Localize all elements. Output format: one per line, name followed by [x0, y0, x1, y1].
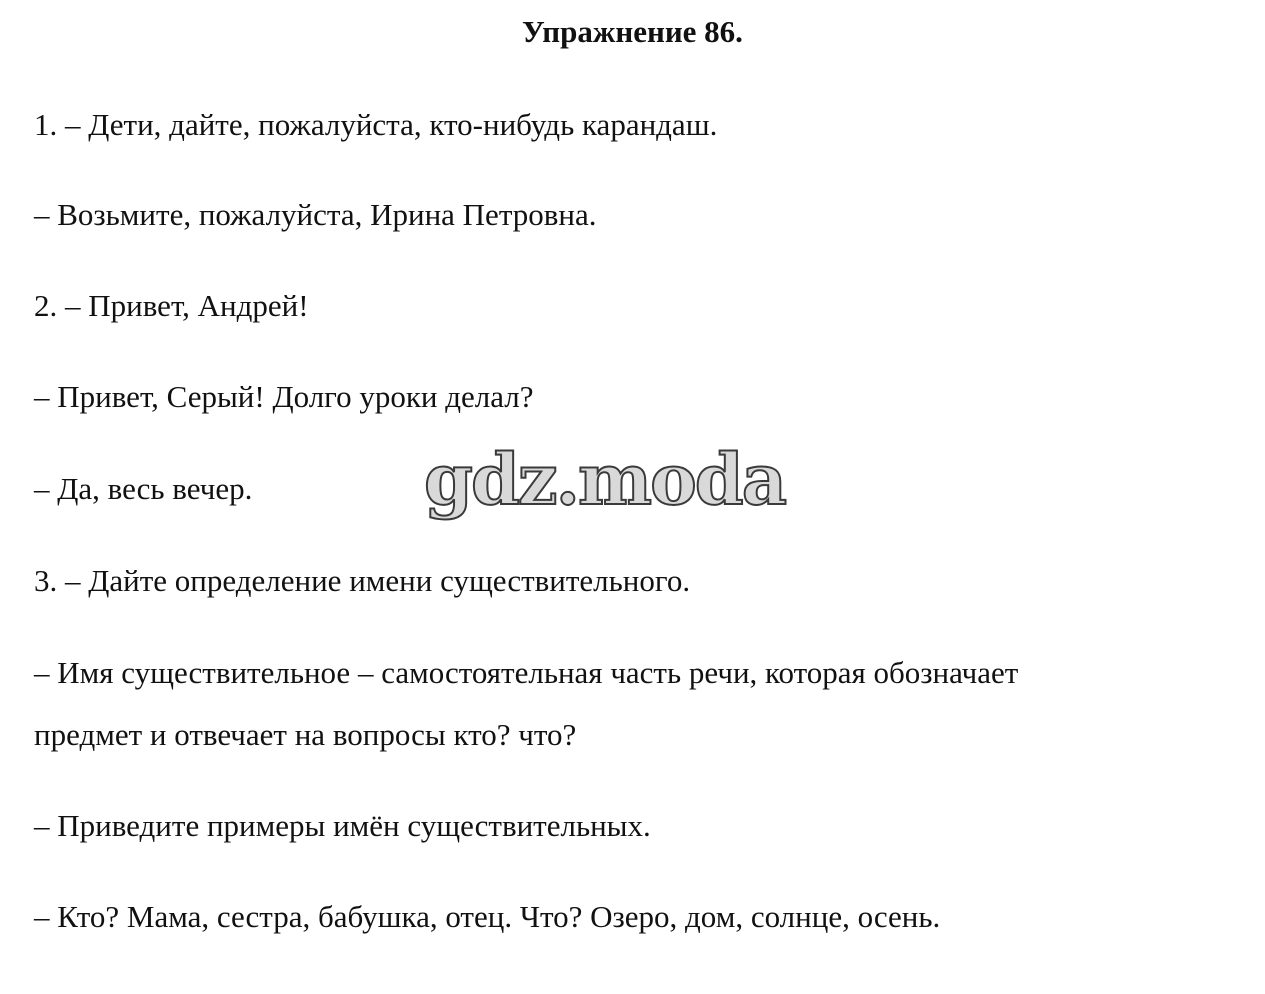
text-line: – Приведите примеры имён существительных.	[34, 808, 651, 843]
watermark-logo: gdz.moda	[424, 438, 786, 521]
text-line: – Привет, Серый! Долго уроки делал?	[34, 379, 534, 414]
text-line: 3. – Дайте определение имени существительного.	[34, 563, 691, 598]
text-line: – Возьмите, пожалуйста, Ирина Петровна.	[34, 197, 597, 232]
exercise-title: Упражнение 86.	[522, 14, 743, 49]
text-line: 1. – Дети, дайте, пожалуйста, кто-нибудь карандаш.	[34, 107, 718, 142]
text-line: – Кто? Мама, сестра, бабушка, отец. Что? Озеро, дом, солнце, осень.	[34, 899, 941, 934]
text-line: предмет и отвечает на вопросы кто? что?	[34, 717, 577, 752]
text-line: 2. – Привет, Андрей!	[34, 288, 309, 323]
text-line: – Имя существительное – самостоятельная часть речи, которая обозначает	[34, 655, 1019, 690]
text-line: – Да, весь вечер.	[34, 471, 253, 506]
